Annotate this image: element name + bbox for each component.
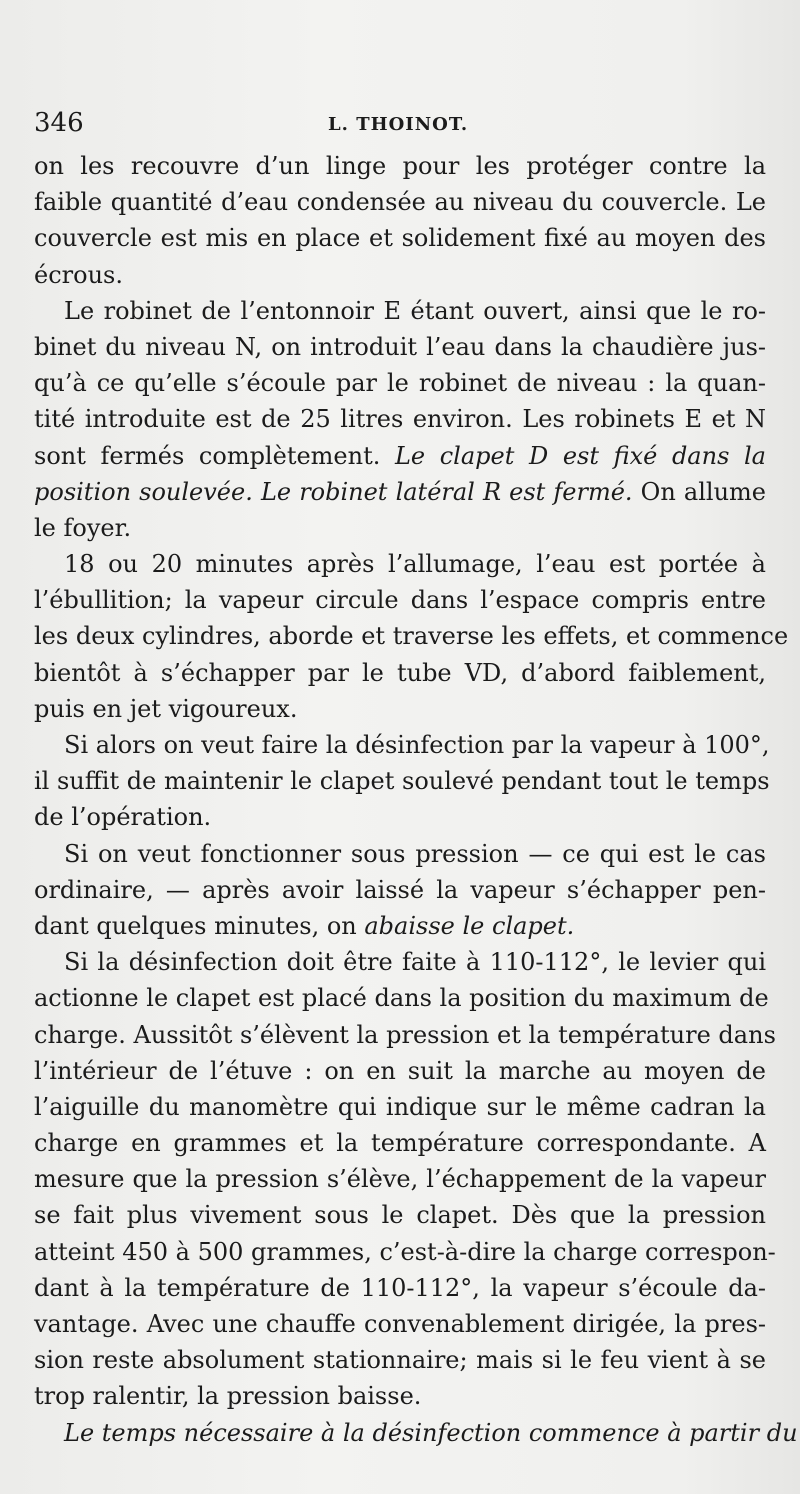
- text-line: [34, 618, 789, 654]
- text-line: [34, 763, 770, 799]
- text-run: charge en grammes et la température correspondante. A: [34, 1129, 766, 1158]
- text-run: sion reste absolument stationnaire; mais si le feu vient à se: [34, 1346, 766, 1375]
- text-run: trop ralentir, la pression baisse.: [34, 1382, 422, 1411]
- text-run: qu’à ce qu’elle s’écoule par le robinet de niveau : la quan-: [34, 369, 766, 398]
- text-line: [34, 1053, 766, 1089]
- text-run: il suffit de maintenir le clapet soulevé pendant tout le temps: [34, 767, 770, 796]
- text-line: [34, 727, 770, 763]
- text-line: [34, 1197, 766, 1233]
- text-run: les deux cylindres, aborde et traverse les effets, et commence: [34, 622, 789, 651]
- text-line: [34, 944, 766, 980]
- text-run: l’aiguille du manomètre qui indique sur le même cadran la: [34, 1092, 766, 1121]
- text-run: Si alors on veut faire la désinfection par la vapeur à 100°,: [64, 731, 770, 759]
- text-line: [34, 329, 766, 365]
- text-run: tité introduite est de 25 litres environ. Les robinets E et N: [34, 405, 766, 434]
- text-line: [34, 1125, 766, 1161]
- text-run: ordinaire, — après avoir laissé la vapeur s’échapper pen-: [34, 875, 766, 904]
- italic-text: Le clapet D est fixé dans la: [394, 441, 766, 470]
- text-run: vantage. Avec une chauffe convenablement dirigée, la pres-: [34, 1310, 766, 1338]
- text-run: Si on veut fonctionner sous pression — ce qui est le cas: [64, 839, 766, 868]
- text-line: [34, 1089, 766, 1125]
- text-run: de l’opération.: [34, 803, 212, 832]
- italic-text: position soulevée. Le robinet latéral R est fermé.: [34, 477, 633, 506]
- text-line: [34, 1378, 766, 1414]
- text-run: bientôt à s’échapper par le tube VD, d’abord faiblement,: [34, 658, 766, 687]
- text-run: faible quantité d’eau condensée au niveau du couvercle. Le: [34, 188, 766, 217]
- text-line: [34, 872, 766, 908]
- text-line: [34, 691, 766, 727]
- italic-text: Le temps nécessaire à la désinfection commence à partir du: [64, 1418, 798, 1447]
- text-line: [34, 655, 766, 691]
- text-run: l’intérieur de l’étuve : on en suit la marche au moyen de: [34, 1056, 766, 1085]
- text-run: écrous.: [34, 260, 123, 289]
- text-line: [34, 1270, 766, 1306]
- text-line: [34, 1342, 766, 1378]
- text-line: [34, 293, 766, 329]
- text-line: [34, 148, 766, 184]
- text-run: binet du niveau N, on introduit l’eau dans la chaudière jus-: [34, 332, 766, 361]
- text-run: 18 ou 20 minutes après l’allumage, l’eau est portée à: [64, 550, 766, 579]
- text-run: charge. Aussitôt s’élèvent la pression et la température dans: [34, 1020, 776, 1049]
- italic-text: abaisse le clapet.: [364, 911, 575, 940]
- text-line: [34, 220, 766, 256]
- text-run: On allume: [632, 477, 766, 506]
- text-run: on les recouvre d’un linge pour les protéger contre la: [34, 152, 766, 180]
- text-line: [34, 836, 766, 872]
- text-run: dant quelques minutes, on: [34, 911, 365, 940]
- text-run: couvercle est mis en place et solidement fixé au moyen des: [34, 224, 766, 253]
- text-run: actionne le clapet est placé dans la position du maximum de: [34, 984, 769, 1013]
- text-run: l’ébullition; la vapeur circule dans l’espace compris entre: [34, 586, 766, 615]
- text-line: [34, 980, 769, 1016]
- text-line: [34, 1234, 776, 1270]
- text-line: [34, 257, 766, 293]
- text-run: le foyer.: [34, 513, 132, 542]
- text-line: [34, 1415, 798, 1451]
- text-line: [34, 401, 766, 437]
- text-run: Si la désinfection doit être faite à 110-112°, le levier qui: [64, 948, 766, 977]
- text-line: [34, 582, 766, 618]
- text-line: [34, 438, 766, 474]
- text-run: mesure que la pression s’élève, l’échappement de la vapeur: [34, 1165, 766, 1194]
- running-head: [34, 108, 764, 144]
- body-text: [34, 148, 798, 1451]
- text-run: atteint 450 à 500 grammes, c’est-à-dire la charge correspon-: [34, 1237, 776, 1266]
- page-number: 346: [34, 108, 84, 138]
- text-line: [34, 799, 766, 835]
- text-line: [34, 365, 766, 401]
- text-line: [34, 1306, 766, 1342]
- text-run: se fait plus vivement sous le clapet. Dès que la pression: [34, 1201, 766, 1230]
- text-line: [34, 1017, 776, 1053]
- text-run: Le robinet de l’entonnoir E étant ouvert, ainsi que le ro-: [64, 296, 766, 325]
- text-run: sont fermés complètement.: [34, 441, 395, 470]
- text-run: dant à la température de 110-112°, la vapeur s’écoule da-: [34, 1273, 766, 1302]
- text-line: [34, 908, 766, 944]
- text-line: [34, 1161, 766, 1197]
- text-line: [34, 510, 766, 546]
- text-line: [34, 546, 766, 582]
- running-title: L. THOINOT.: [328, 114, 469, 135]
- text-line: [34, 474, 766, 510]
- text-run: puis en jet vigoureux.: [34, 694, 298, 723]
- text-line: [34, 184, 766, 220]
